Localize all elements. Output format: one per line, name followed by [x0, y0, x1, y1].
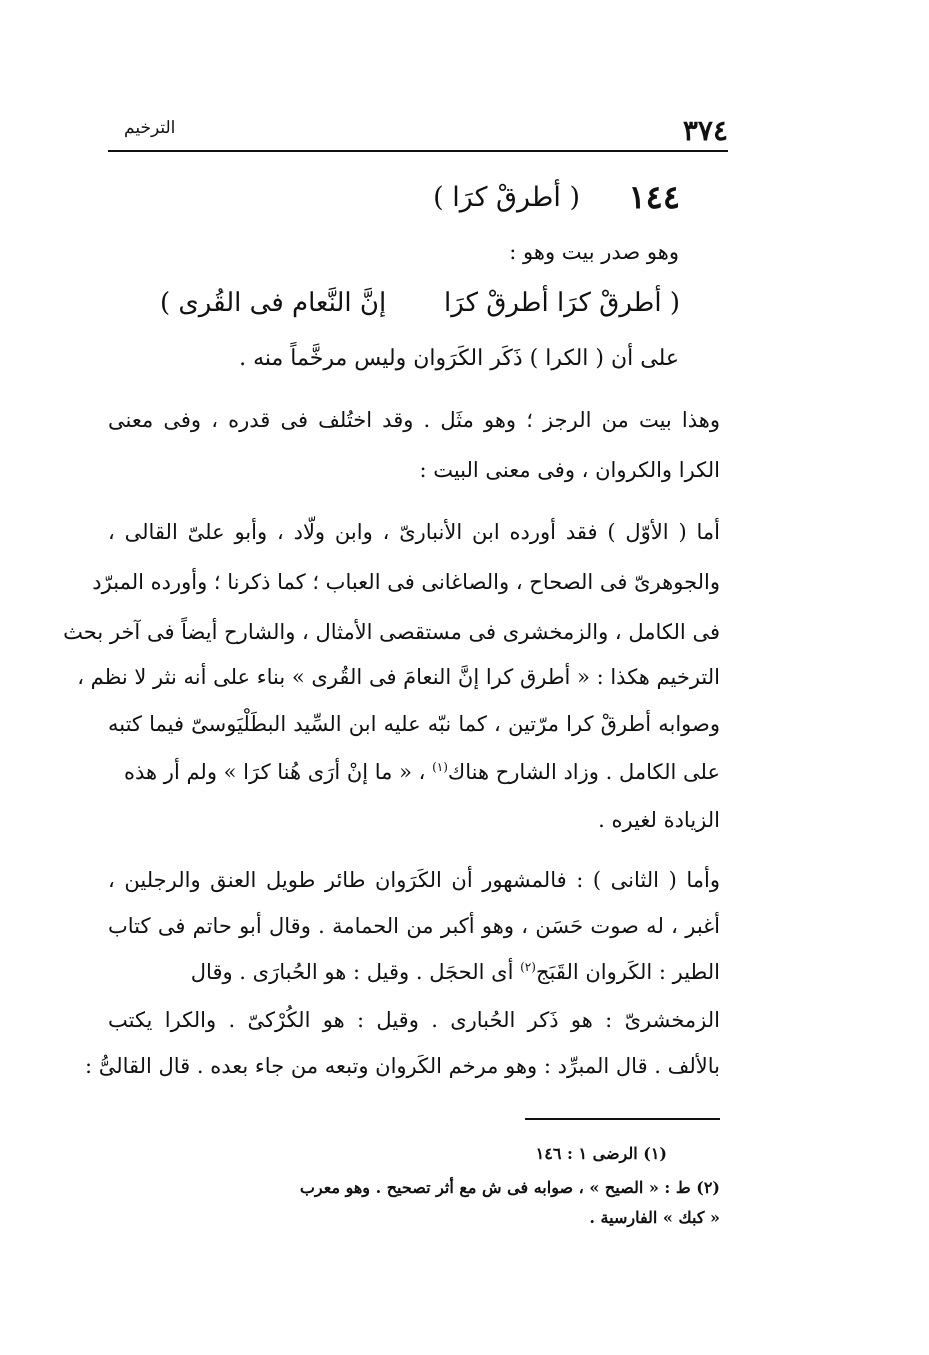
- footnote-ref-2: (٢): [520, 960, 536, 974]
- para3-line-2: أغبر ، له صوت حَسَن ، وهو أكبر من الحمامة . وقال أبو حاتم فى كتاب: [108, 914, 720, 938]
- para2-line-7: الزيادة لغيره .: [598, 808, 720, 832]
- footnote-2-cont: « كبك » الفارسية .: [589, 1208, 720, 1227]
- para3-line-4: الزمخشرىّ : هو ذَكر الحُبارى . وقيل : هو الكُرْكىّ . والكرا يكتب: [108, 1008, 720, 1032]
- para1-line-2: الكرا والكروان ، وفى معنى البيت :: [419, 458, 720, 482]
- note-line: على أن ( الكرا ) ذَكَر الكَرَوان وليس مرخَّماً منه .: [239, 346, 679, 371]
- verse: [160, 284, 680, 330]
- verse-first-hemistich: ( أطرقْ كرَا أطرقْ كرَا: [444, 288, 680, 318]
- para2-line-5: وصوابه أطرقْ كرا مرّتين ، كما نبّه عليه ابن السِّيد البطَلْيَوسىّ فيما كتبه: [108, 712, 720, 736]
- intro-line: وهو صدر بيت وهو :: [509, 240, 679, 264]
- entry-number: ١٤٤: [628, 178, 680, 216]
- para1-line-1: وهذا بيت من الرجز ؛ وهو مثَل . وقد اختُلف فى قدره ، وفى معنى: [108, 408, 720, 432]
- para3-line-3-a: الطير : الكَروان القَبَج: [535, 960, 720, 984]
- para2-line-6: [124, 760, 720, 784]
- para2-line-3: فى الكامل ، والزمخشرى فى مستقصى الأمثال ، والشارح أيضاً فى آخر بحث: [63, 620, 720, 644]
- para3-line-1: وأما ( الثانى ) : فالمشهور أن الكَرَوان طائر طويل العنق والرجلين ،: [108, 868, 720, 892]
- para2-line-2: والجوهرىّ فى الصحاح ، والصاغانى فى العباب ؛ كما ذكرنا ؛ وأورده المبرّد: [92, 570, 720, 594]
- para2-line-6-a: على الكامل . وزاد الشارح هناك: [447, 760, 720, 784]
- para2-line-4: الترخيم هكذا : « أطرق كرا إنَّ النعامَ فى القُرى » بناء على أنه نثر لا نظم ،: [77, 665, 720, 689]
- entry-headword: ( أطرقْ كرَا ): [433, 182, 580, 213]
- para2-line-1: أما ( الأوّل ) فقد أورده ابن الأنبارىّ ، وابن ولّاد ، وأبو علىّ القالى ،: [108, 520, 720, 544]
- para3-line-3-b: أى الحجَل . وقيل : هو الحُبارَى . وقال: [190, 960, 514, 984]
- running-title: الترخيم: [124, 118, 176, 138]
- para3-line-5: بالألف . قال المبرِّد : وهو مرخم الكَروان وتبعه من جاء بعده . قال القالىُّ :: [84, 1054, 720, 1078]
- entry-heading: [340, 176, 680, 226]
- header-rule: [108, 150, 728, 152]
- page-number: ٣٧٤: [682, 114, 728, 147]
- para2-line-6-b: ، « ما إنْ أرَى هُنا كرَا » ولم أر هذه: [124, 760, 426, 784]
- verse-second-hemistich: إنَّ النَّعام فى القُرى ): [160, 288, 387, 318]
- running-header: [108, 110, 728, 150]
- footnote-rule: [525, 1118, 720, 1120]
- footnote-ref-1: (١): [432, 760, 448, 774]
- footnote-1: (١) الرضى ١ : ١٤٦: [535, 1144, 667, 1163]
- footnote-2: (٢) ط : « الصيح » ، صوابه فى ش مع أثر تصحيح . وهو معرب: [299, 1178, 720, 1197]
- para3-line-3: [191, 960, 720, 984]
